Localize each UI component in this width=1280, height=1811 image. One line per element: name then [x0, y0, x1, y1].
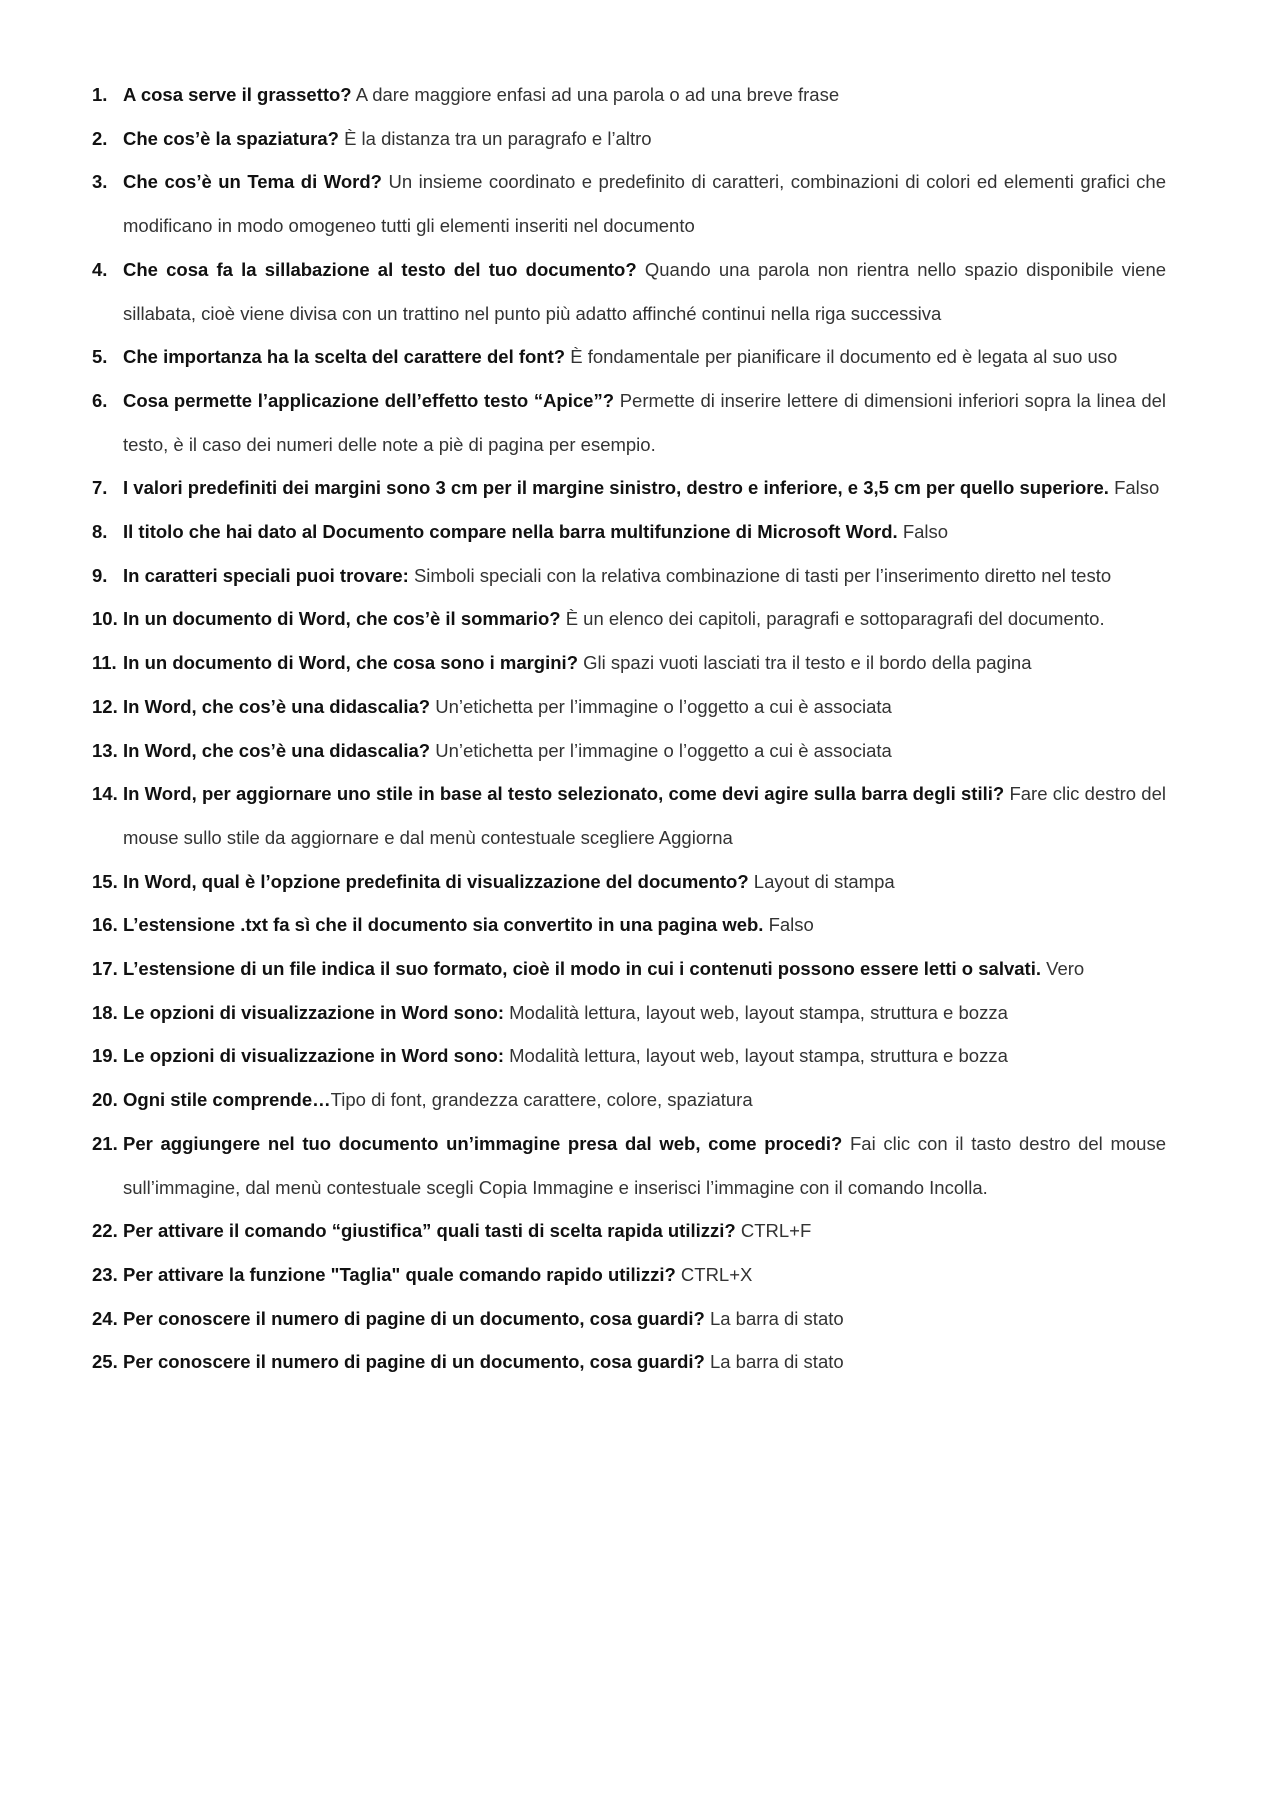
list-item	[92, 1122, 1166, 1209]
answer-text: Simboli speciali con la relativa combinazione di tasti per l’inserimento diretto nel testo	[413, 564, 1112, 586]
item-number: 15.	[92, 870, 118, 892]
question-text: Che cosa fa la sillabazione al testo del tuo documento?	[123, 258, 637, 280]
list-item	[92, 860, 1166, 904]
list-item	[92, 991, 1166, 1035]
item-number: 6.	[92, 389, 108, 411]
item-number: 7.	[92, 477, 108, 499]
question-text: I valori predefiniti dei margini sono 3 cm per il margine sinistro, destro e inferiore, e 3,5 cm per quello superiore.	[123, 477, 1109, 499]
list-item	[92, 554, 1166, 598]
item-number: 23.	[92, 1263, 118, 1285]
question-text: Per conoscere il numero di pagine di un documento, cosa guardi?	[123, 1307, 705, 1329]
answer-text: Modalità lettura, layout web, layout stampa, struttura e bozza	[509, 1045, 1008, 1067]
item-number: 18.	[92, 1001, 118, 1023]
question-text: In Word, che cos’è una didascalia?	[123, 695, 431, 717]
question-text: Il titolo che hai dato al Documento compare nella barra multifunzione di Microsoft Word.	[123, 521, 898, 543]
item-number: 12.	[92, 695, 118, 717]
question-text: In un documento di Word, che cosa sono i margini?	[123, 652, 578, 674]
list-item	[92, 466, 1166, 510]
question-answer-list	[92, 73, 1166, 1384]
question-text: Che importanza ha la scelta del carattere del font?	[123, 346, 566, 368]
answer-text: Falso	[768, 914, 814, 936]
list-item	[92, 510, 1166, 554]
list-item	[92, 685, 1166, 729]
item-number: 5.	[92, 346, 108, 368]
list-item	[92, 379, 1166, 466]
list-item	[92, 248, 1166, 335]
item-number: 2.	[92, 127, 108, 149]
answer-text: È un elenco dei capitoli, paragrafi e sottoparagrafi del documento.	[565, 608, 1105, 630]
list-item	[92, 1078, 1166, 1122]
answer-text: CTRL+X	[680, 1263, 753, 1285]
question-text: In caratteri speciali puoi trovare:	[123, 564, 409, 586]
answer-text: La barra di stato	[709, 1307, 844, 1329]
question-text: In Word, qual è l’opzione predefinita di visualizzazione del documento?	[123, 870, 749, 892]
question-text: Le opzioni di visualizzazione in Word sono:	[123, 1001, 504, 1023]
list-item	[92, 903, 1166, 947]
answer-text: Un’etichetta per l’immagine o l’oggetto a cui è associata	[435, 739, 892, 761]
item-number: 1.	[92, 84, 108, 105]
list-item	[92, 641, 1166, 685]
question-text: Che cos’è la spaziatura?	[123, 127, 339, 149]
item-number: 9.	[92, 564, 108, 586]
answer-text: Layout di stampa	[753, 870, 895, 892]
question-text: In Word, che cos’è una didascalia?	[123, 739, 431, 761]
answer-text: Fai clic con il tasto destro del mouse sull’immagine, dal menù contestuale scegli Copia Immagine e inserisci l’immagine con il comando Incolla.	[123, 1132, 1166, 1198]
answer-text: È la distanza tra un paragrafo e l’altro	[344, 127, 652, 149]
list-item	[92, 1340, 1166, 1384]
question-text: L’estensione di un file indica il suo formato, cioè il modo in cui i contenuti possono essere letti o salvati.	[123, 958, 1041, 980]
item-number: 24.	[92, 1307, 118, 1329]
item-number: 14.	[92, 783, 118, 805]
item-number: 20.	[92, 1089, 118, 1111]
answer-text: A dare maggiore enfasi ad una parola o ad una breve frase	[355, 84, 840, 105]
answer-text: Modalità lettura, layout web, layout stampa, struttura e bozza	[509, 1001, 1008, 1023]
list-item	[92, 73, 1166, 117]
answer-text: Gli spazi vuoti lasciati tra il testo e il bordo della pagina	[583, 652, 1032, 674]
question-text: Ogni stile comprende…	[123, 1089, 331, 1111]
question-text: Che cos’è un Tema di Word?	[123, 171, 382, 193]
answer-text: Un’etichetta per l’immagine o l’oggetto a cui è associata	[435, 695, 892, 717]
answer-text: Tipo di font, grandezza carattere, colore, spaziatura	[330, 1089, 753, 1111]
answer-text: Permette di inserire lettere di dimensioni inferiori sopra la linea del testo, è il caso dei numeri delle note a piè di pagina per esempio.	[123, 389, 1167, 455]
item-number: 11.	[92, 652, 117, 674]
item-number: 21.	[92, 1132, 118, 1154]
answer-text: Quando una parola non rientra nello spazio disponibile viene sillabata, cioè viene divisa con un trattino nel punto più adatto affinché continui nella riga successiva	[123, 258, 1167, 324]
list-item	[92, 597, 1166, 641]
question-text: Per attivare la funzione "Taglia" quale comando rapido utilizzi?	[123, 1263, 676, 1285]
question-text: L’estensione .txt fa sì che il documento sia convertito in una pagina web.	[123, 914, 764, 936]
answer-text: È fondamentale per pianificare il documento ed è legata al suo uso	[570, 346, 1118, 368]
question-text: In un documento di Word, che cos’è il sommario?	[123, 608, 561, 630]
answer-text: Un insieme coordinato e predefinito di caratteri, combinazioni di colori ed elementi grafici che modificano in modo omogeneo tutti gli elementi inseriti nel documento	[123, 171, 1167, 237]
list-item	[92, 335, 1166, 379]
item-number: 25.	[92, 1351, 118, 1373]
item-number: 10.	[92, 608, 118, 630]
item-number: 19.	[92, 1045, 118, 1067]
answer-text: Falso	[1114, 477, 1160, 499]
question-text: Per aggiungere nel tuo documento un’immagine presa dal web, come procedi?	[123, 1132, 843, 1154]
list-item	[92, 1297, 1166, 1341]
list-item	[92, 1034, 1166, 1078]
question-text: Per conoscere il numero di pagine di un documento, cosa guardi?	[123, 1351, 705, 1373]
answer-text: CTRL+F	[740, 1220, 812, 1242]
item-number: 13.	[92, 739, 118, 761]
answer-text: Fare clic destro del mouse sullo stile da aggiornare e dal menù contestuale scegliere Aggiorna	[123, 783, 1166, 848]
question-text: A cosa serve il grassetto?	[123, 84, 352, 105]
question-text: Cosa permette l’applicazione dell’effetto testo “Apice”?	[123, 389, 615, 411]
list-item	[92, 729, 1166, 773]
question-text: Per attivare il comando “giustifica” quali tasti di scelta rapida utilizzi?	[123, 1220, 736, 1242]
list-item	[92, 947, 1166, 991]
item-number: 17.	[92, 958, 118, 980]
item-number: 8.	[92, 521, 108, 543]
answer-text: Vero	[1046, 958, 1085, 980]
answer-text: Falso	[902, 521, 949, 543]
answer-text: La barra di stato	[709, 1351, 844, 1373]
list-item	[92, 160, 1166, 247]
item-number: 16.	[92, 914, 118, 936]
item-number: 22.	[92, 1220, 118, 1242]
question-text: In Word, per aggiornare uno stile in base al testo selezionato, come devi agire sulla barra degli stili?	[123, 783, 1005, 805]
list-item	[92, 1253, 1166, 1297]
item-number: 4.	[92, 258, 108, 280]
question-text: Le opzioni di visualizzazione in Word sono:	[123, 1045, 504, 1067]
list-item	[92, 117, 1166, 161]
item-number: 3.	[92, 171, 108, 193]
list-item	[92, 772, 1166, 859]
list-item	[92, 1209, 1166, 1253]
